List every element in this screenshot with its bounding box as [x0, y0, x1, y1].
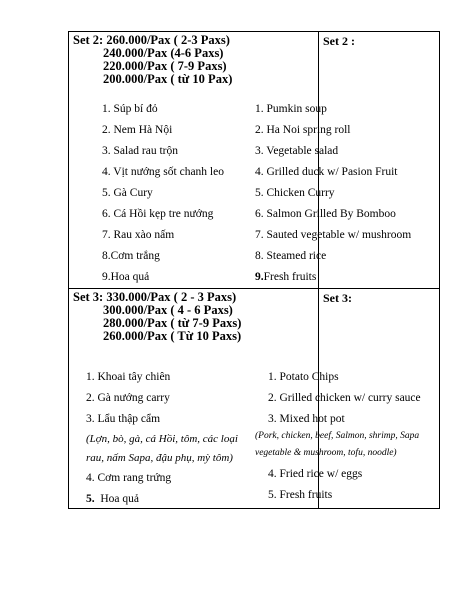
set2-en-cell	[323, 34, 437, 48]
set3-vi-item: 1. Khoai tây chiên	[86, 371, 171, 383]
item-number: 9.	[255, 271, 264, 283]
set3-en-item: 5. Fresh fruits	[268, 489, 333, 501]
set2-vi-item: 2. Nem Hà Nội	[102, 124, 173, 136]
set3-vi-item: 2. Gà nướng carry	[86, 392, 170, 404]
set2-en-item: 4. Grilled duck w/ Pasion Fruit	[255, 166, 398, 178]
set3-price-line: 260.000/Pax ( Từ 10 Paxs)	[103, 329, 242, 343]
set3-en-note: (Pork, chicken, beef, Salmon, shrimp, Sapa	[255, 431, 420, 441]
set3-vi-item: 4. Cơm rang trứng	[86, 472, 172, 484]
set3-vi-note: (Lợn, bò, gà, cá Hồi, tôm, các loại	[86, 433, 238, 445]
item-text: Fresh fruits	[263, 271, 317, 283]
set3-price-line: 300.000/Pax ( 4 - 6 Paxs)	[103, 303, 233, 317]
set2-en-item: 3. Vegetable salad	[255, 145, 339, 157]
set2-price-line: Set 2: 260.000/Pax ( 2-3 Paxs)	[73, 33, 230, 47]
item-text: Hoa quả	[100, 493, 140, 505]
set2-en-item: 1. Pumkin soup	[255, 103, 327, 115]
set2-vi-item: 8.Cơm trắng	[102, 250, 160, 262]
item-number: 5.	[86, 493, 95, 505]
set2-en-heading: Set 2 :	[323, 34, 355, 48]
set3-en-heading: Set 3:	[323, 291, 352, 305]
set2-en-item: 5. Chicken Curry	[255, 187, 335, 199]
set2-vi-item: 5. Gà Cury	[102, 187, 153, 199]
set2-vi-item: 7. Rau xào nấm	[102, 229, 175, 241]
set2-vi-item: 3. Salad rau trộn	[102, 145, 179, 157]
set3-vi-item	[86, 493, 139, 506]
set2-en-item	[255, 271, 316, 284]
set2-vi-item: 6. Cá Hồi kẹp tre nướng	[102, 208, 214, 220]
set3-vi-cell	[73, 291, 313, 343]
set2-vi-item: 4. Vịt nướng sốt chanh leo	[102, 166, 224, 178]
set2-en-item: 6. Salmon Grilled By Bomboo	[255, 208, 396, 220]
set3-en-item: 4. Fried rice w/ eggs	[268, 468, 363, 480]
set2-vi-item: 1. Súp bí đỏ	[102, 103, 158, 115]
set2-price-line: 220.000/Pax ( 7-9 Paxs)	[103, 59, 227, 73]
set2-price-line: 240.000/Pax (4-6 Paxs)	[103, 46, 224, 60]
set2-en-item: 2. Ha Noi spring roll	[255, 124, 351, 136]
set3-en-item: 1. Potato Chips	[268, 371, 339, 383]
set2-vi-item: 9.Hoa quả	[102, 271, 150, 283]
set3-en-cell	[323, 291, 437, 305]
set3-en-item: 2. Grilled chicken w/ curry sauce	[268, 392, 421, 404]
set3-vi-note: rau, nấm Sapa, đậu phụ, mỳ tôm)	[86, 452, 233, 464]
set3-en-note: vegetable & mushroom, tofu, noodle)	[255, 448, 397, 458]
set3-en-item: 3. Mixed hot pot	[268, 413, 345, 425]
set2-vi-cell	[73, 34, 313, 86]
set2-en-item: 8. Steamed rice	[255, 250, 327, 262]
set3-price-line: Set 3: 330.000/Pax ( 2 - 3 Paxs)	[73, 290, 237, 304]
set3-price-line: 280.000/Pax ( từ 7-9 Paxs)	[103, 316, 242, 330]
set2-price-line: 200.000/Pax ( từ 10 Pax)	[103, 72, 233, 86]
set3-vi-item: 3. Lẩu thập cẩm	[86, 413, 161, 425]
set-menu-table	[68, 31, 440, 509]
set2-en-item: 7. Sauted vegetable w/ mushroom	[255, 229, 412, 241]
row-divider	[69, 288, 439, 289]
